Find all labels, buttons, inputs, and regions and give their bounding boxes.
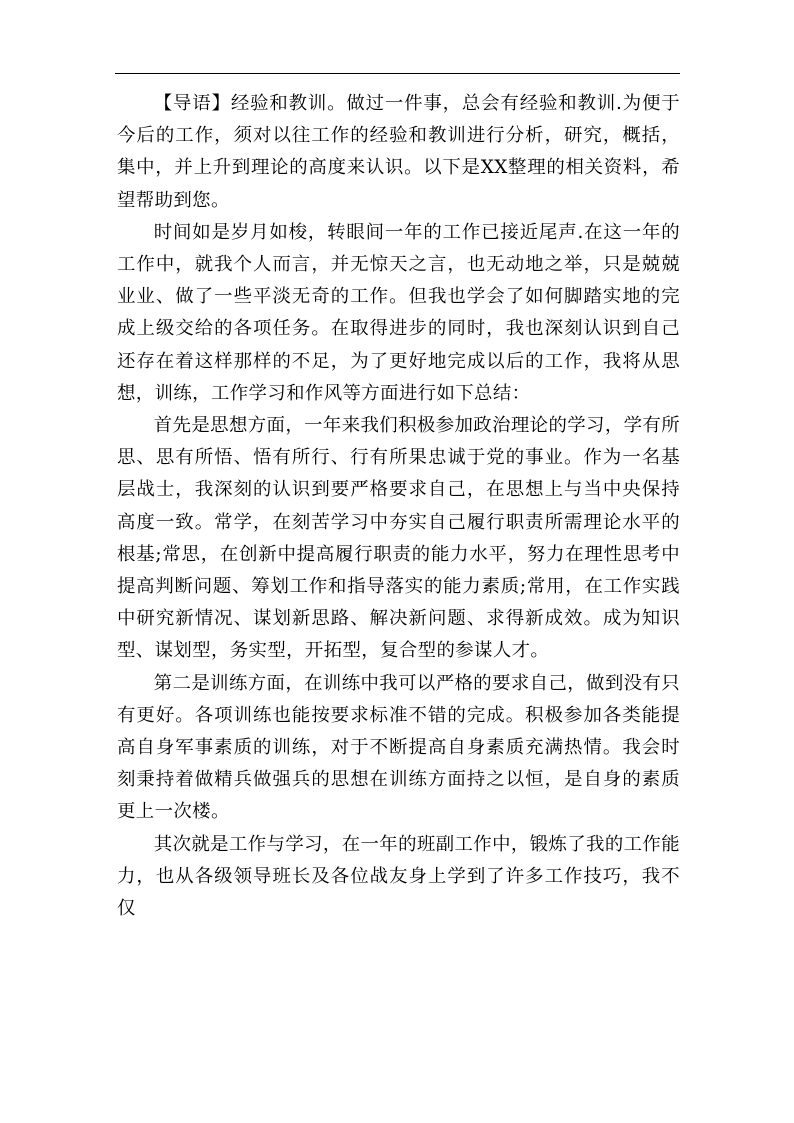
header-rule bbox=[115, 73, 680, 74]
paragraph-training: 第二是训练方面，在训练中我可以严格的要求自己，做到没有只有更好。各项训练也能按要求标准不错的完成。积极参加各类能提高自身军事素质的训练，对于不断提高自身素质充满热情。我会时刻秉持着做精兵做强兵的思想在训练方面持之以恒，是自身的素质更上一次楼。 bbox=[117, 672, 680, 823]
paragraph-overview: 时间如是岁月如梭，转眼间一年的工作已接近尾声.在这一年的工作中，就我个人而言，并无惊天之言，也无动地之举，只是兢兢业业、做了一些平淡无奇的工作。但我也学会了如何脚踏实地的完成上级交给的各项任务。在取得进步的同时，我也深刻认识到自己还存在着这样那样的不足，为了更好地完成以后的工作，我将从思想，训练，工作学习和作风等方面进行如下总结： bbox=[117, 221, 680, 404]
paragraph-work-study: 其次就是工作与学习，在一年的班副工作中，锻炼了我的工作能力，也从各级领导班长及各位战友身上学到了许多工作技巧，我不仅 bbox=[117, 833, 680, 920]
paragraph-intro: 【导语】经验和教训。做过一件事，总会有经验和教训.为便于今后的工作，须对以往工作的经验和教训进行分析，研究，概括，集中，并上升到理论的高度来认识。以下是XX整理的相关资料，希望帮助到您。 bbox=[117, 93, 680, 211]
paragraph-thought: 首先是思想方面，一年来我们积极参加政治理论的学习，学有所思、思有所悟、悟有所行、行有所果忠诚于党的事业。作为一名基层战士，我深刻的认识到要严格要求自己，在思想上与当中央保持高度一致。常学，在刻苦学习中夯实自己履行职责所需理论水平的根基;常思，在创新中提高履行职责的能力水平，努力在理性思考中提高判断问题、筹划工作和指导落实的能力素质;常用，在工作实践中研究新情况、谋划新思路、解决新问题、求得新成效。成为知识型、谋划型，务实型，开拓型，复合型的参谋人才。 bbox=[117, 415, 680, 662]
document-body bbox=[117, 88, 680, 925]
